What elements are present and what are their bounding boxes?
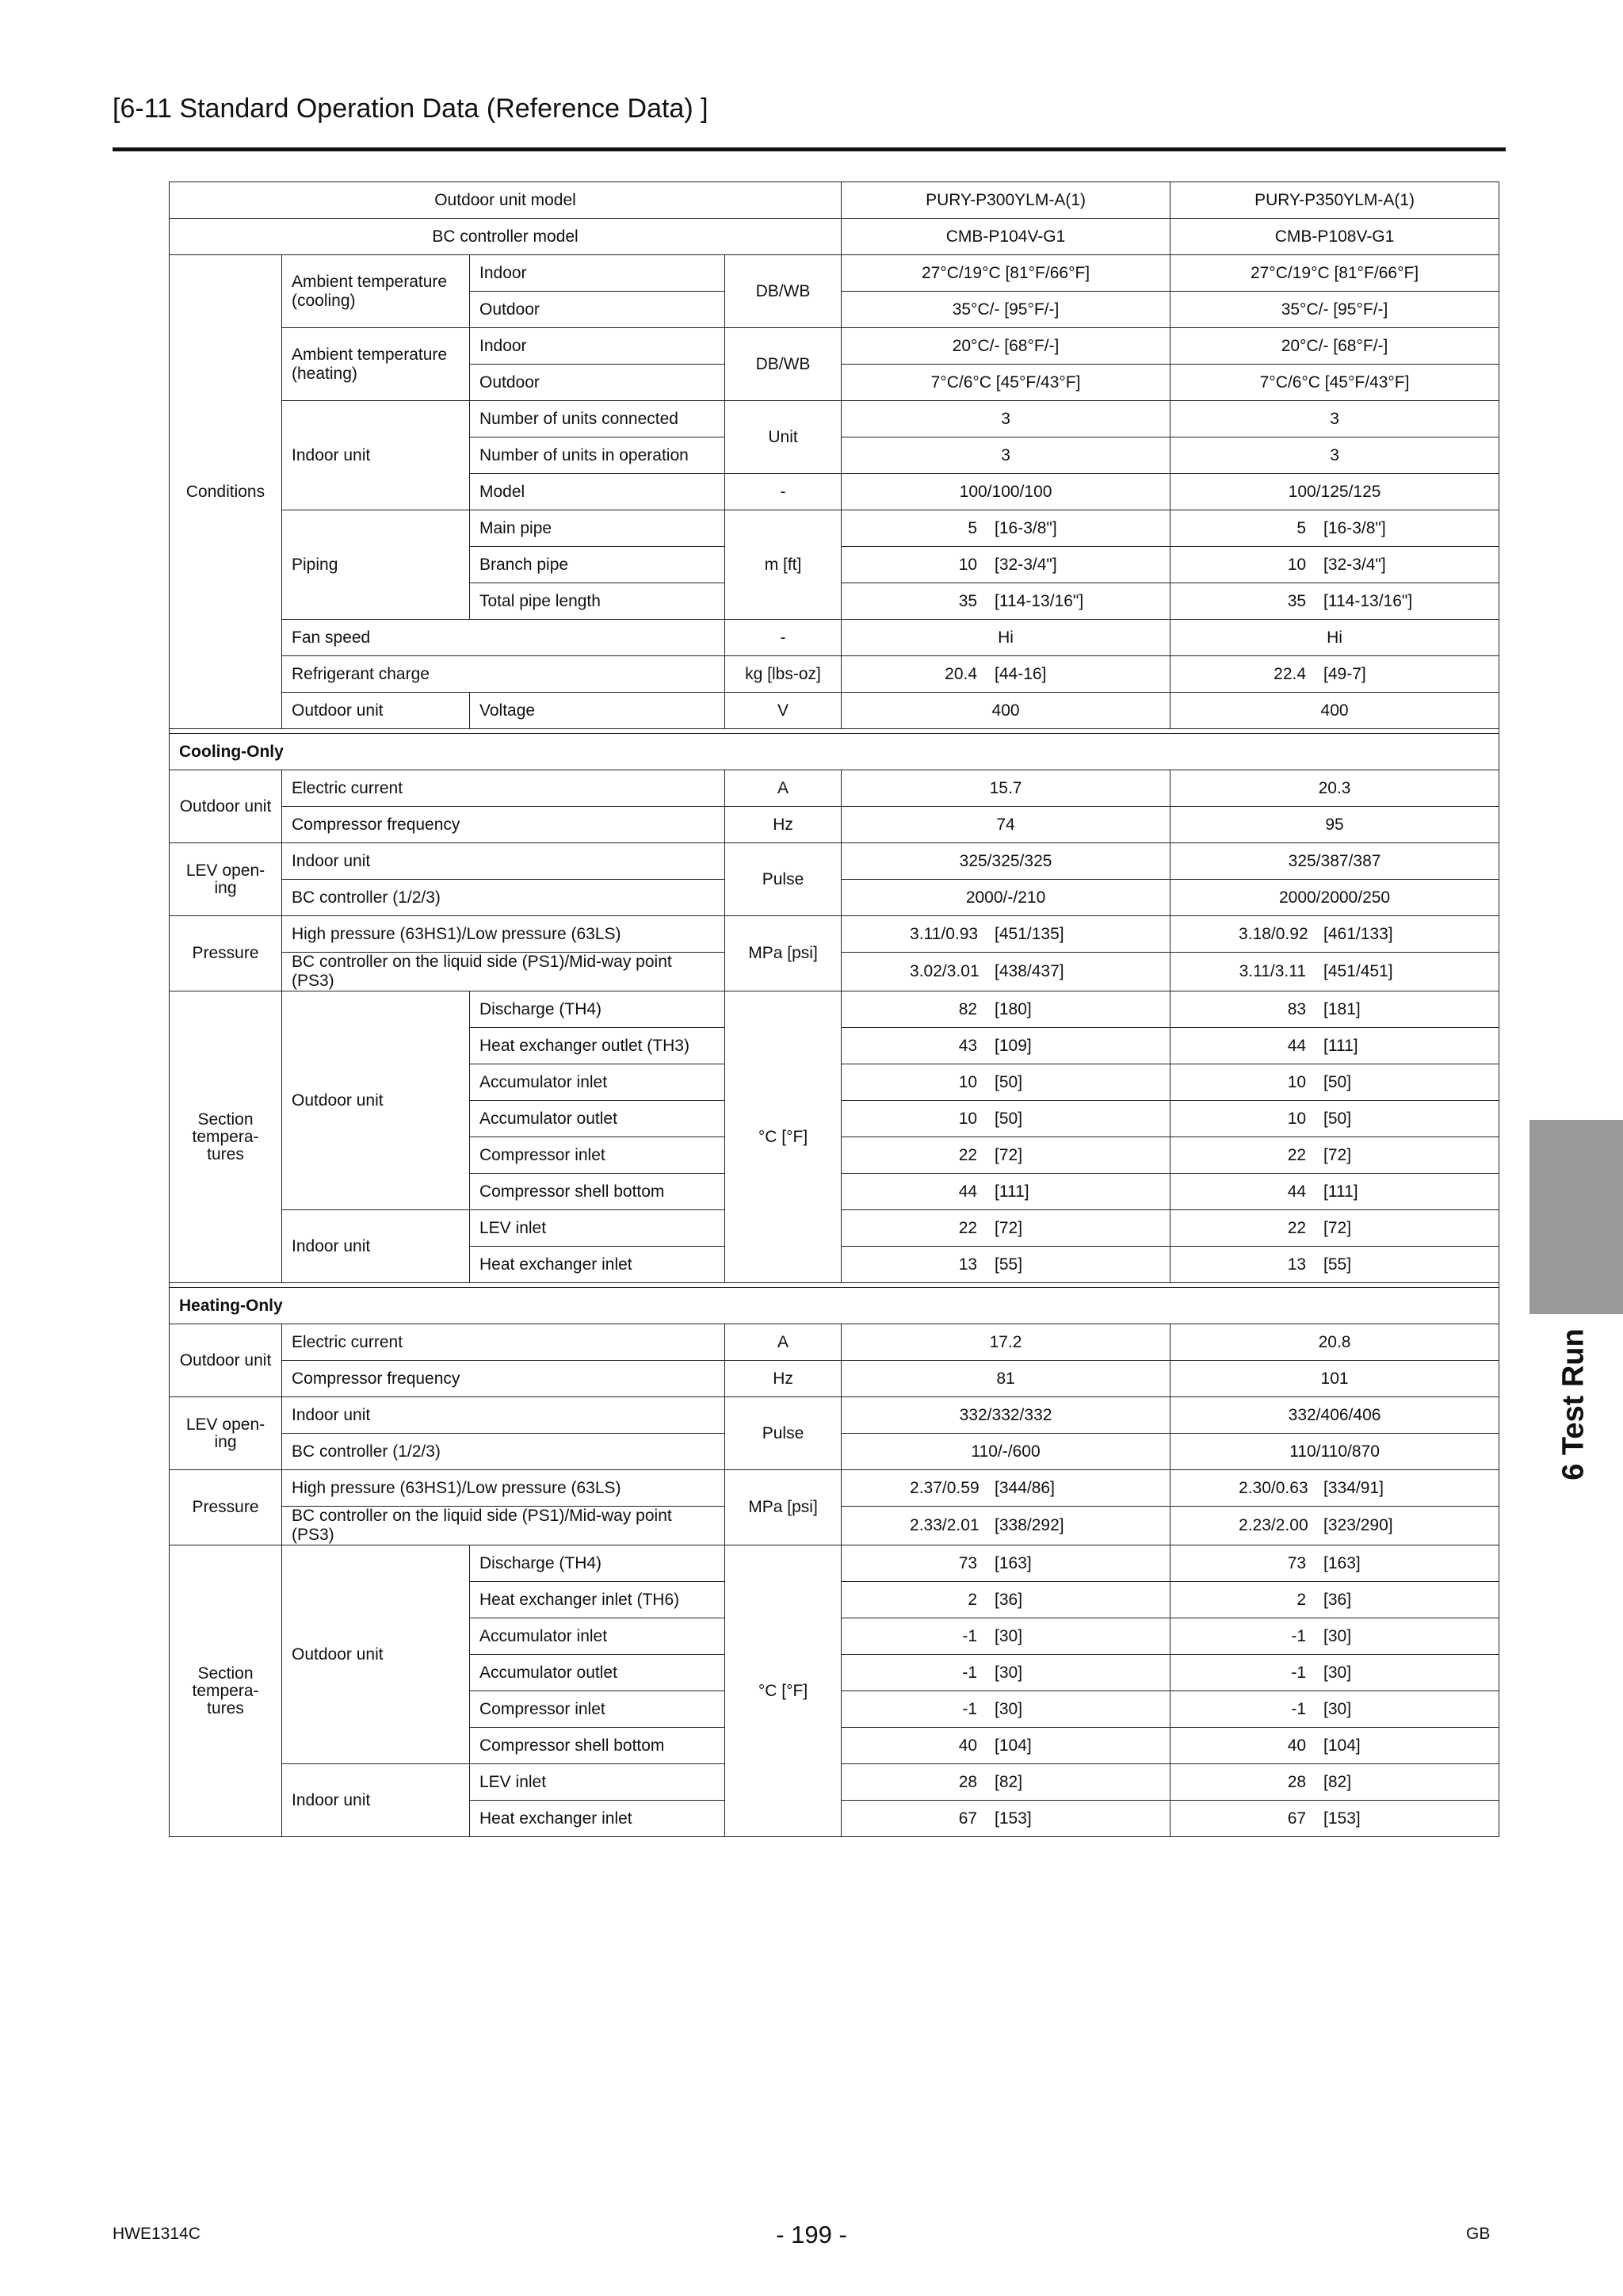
cell-value: 35°C/- [95°F/-]: [1170, 292, 1499, 328]
value-alt: [30]: [1323, 1699, 1352, 1718]
table-row: [170, 693, 1499, 729]
temp-point-label: Heat exchanger inlet: [470, 1801, 725, 1837]
high-low-pressure-label: High pressure (63HS1)/Low pressure (63LS): [282, 916, 725, 953]
indoor-unit-temp-label: Indoor unit: [282, 1210, 470, 1283]
temp-point-label: Compressor inlet: [470, 1691, 725, 1728]
kg-lbs-unit: kg [lbs-oz]: [725, 656, 842, 693]
cell-value: [842, 1101, 1170, 1137]
temp-point-label: Compressor shell bottom: [470, 1728, 725, 1764]
cell-value: [842, 1655, 1170, 1691]
a-unit: A: [725, 1324, 842, 1361]
value-main: 10: [1287, 1109, 1307, 1128]
value-alt: [50]: [995, 1109, 1023, 1128]
cell-value: 15.7: [842, 770, 1170, 807]
table-row: [170, 1470, 1499, 1507]
table-row: [170, 328, 1499, 365]
value-alt: [334/91]: [1323, 1478, 1384, 1497]
value-main: 3.11/0.93: [910, 924, 979, 943]
value-main: 22: [1287, 1218, 1307, 1237]
value-alt: [30]: [995, 1699, 1023, 1718]
hz-unit: Hz: [725, 1361, 842, 1397]
table-row: [170, 255, 1499, 292]
value-alt: [36]: [1323, 1590, 1352, 1609]
cell-value: [842, 1507, 1170, 1545]
value-main: 10: [958, 555, 978, 574]
side-tab-label: [1554, 1328, 1594, 1480]
page-header: [6-11 Standard Operation Data (Reference Data) ]: [113, 94, 708, 124]
indoor-unit-label: Indoor unit: [282, 1397, 725, 1434]
value-main: 3.02/3.01: [910, 962, 980, 980]
cell-value: 101: [1170, 1361, 1499, 1397]
bc-controller-label: BC controller (1/2/3): [282, 1434, 725, 1470]
value-main: 5: [968, 518, 978, 537]
value-main: 28: [1287, 1772, 1307, 1791]
mpa-unit: MPa [psi]: [725, 1470, 842, 1545]
piping-label: Piping: [282, 510, 470, 620]
cell-value: [842, 991, 1170, 1028]
value-main: 2.30/0.63: [1239, 1478, 1308, 1497]
value-alt: [153]: [995, 1809, 1032, 1828]
cell-value: [842, 1210, 1170, 1247]
cell-value: [842, 1028, 1170, 1064]
value-alt: [163]: [1323, 1553, 1361, 1572]
cell-value: [1170, 916, 1499, 953]
cell-value: 2000/2000/250: [1170, 880, 1499, 916]
value-main: 2: [1296, 1590, 1307, 1609]
header-rule: [113, 147, 1506, 151]
cell-value: 81: [842, 1361, 1170, 1397]
indoor-label: Indoor: [470, 328, 725, 365]
value-alt: [104]: [995, 1736, 1032, 1755]
value-alt: [323/290]: [1323, 1516, 1393, 1534]
value-alt: [50]: [995, 1072, 1023, 1091]
table-row: [170, 1324, 1499, 1361]
value-alt: [461/133]: [1323, 924, 1393, 943]
lev-opening-label: LEV open- ing: [170, 843, 282, 916]
footer-region: GB: [1466, 2225, 1491, 2243]
cell-value: [1170, 1618, 1499, 1655]
bc-model-1: CMB-P104V-G1: [842, 219, 1170, 255]
side-tab: [1529, 1120, 1623, 1314]
value-alt: [451/135]: [995, 924, 1064, 943]
value-main: 2.23/2.00: [1239, 1516, 1308, 1534]
cell-value: [842, 583, 1170, 620]
temp-point-label: Compressor inlet: [470, 1137, 725, 1174]
cell-value: [1170, 953, 1499, 991]
value-alt: [30]: [1323, 1663, 1352, 1682]
cell-value: [842, 1764, 1170, 1801]
value-main: 22: [958, 1218, 978, 1237]
cell-value: 2000/-/210: [842, 880, 1170, 916]
cell-value: 27°C/19°C [81°F/66°F]: [1170, 255, 1499, 292]
value-main: 13: [958, 1255, 978, 1274]
value-alt: [50]: [1323, 1109, 1352, 1128]
cell-value: 17.2: [842, 1324, 1170, 1361]
value-main: 10: [958, 1072, 978, 1091]
outdoor-unit-label: Outdoor unit: [170, 1324, 282, 1397]
cell-value: [842, 1545, 1170, 1582]
value-main: 35: [958, 591, 978, 610]
value-main: 67: [1287, 1809, 1307, 1828]
value-alt: [111]: [995, 1182, 1029, 1201]
value-main: 44: [1287, 1182, 1307, 1201]
bc-model-2: CMB-P108V-G1: [1170, 219, 1499, 255]
total-pipe-label: Total pipe length: [470, 583, 725, 620]
cell-value: 400: [1170, 693, 1499, 729]
value-main: 5: [1296, 518, 1307, 537]
lev-opening-label: LEV open- ing: [170, 1397, 282, 1470]
value-alt: [82]: [1323, 1772, 1352, 1791]
value-main: 20.4: [945, 664, 978, 683]
cell-value: [842, 1247, 1170, 1283]
cell-value: 95: [1170, 807, 1499, 843]
cell-value: [1170, 1064, 1499, 1101]
cell-value: [842, 1174, 1170, 1210]
value-alt: [111]: [1323, 1182, 1358, 1201]
outdoor-model-row: [170, 182, 1499, 219]
value-alt: [55]: [995, 1255, 1023, 1274]
table-row: [170, 916, 1499, 953]
cell-value: 20°C/- [68°F/-]: [842, 328, 1170, 365]
cell-value: 7°C/6°C [45°F/43°F]: [1170, 365, 1499, 401]
bc-liquid-side-label: BC controller on the liquid side (PS1)/Mid-way point (PS3): [282, 1507, 725, 1545]
hz-unit: Hz: [725, 807, 842, 843]
value-alt: [109]: [995, 1036, 1032, 1055]
outdoor-model-2: PURY-P350YLM-A(1): [1170, 182, 1499, 219]
value-main: -1: [1291, 1663, 1307, 1682]
cell-value: 332/406/406: [1170, 1397, 1499, 1434]
temp-point-label: Compressor shell bottom: [470, 1174, 725, 1210]
value-main: 35: [1287, 591, 1307, 610]
model-label: Model: [470, 474, 725, 510]
indoor-unit-label: Indoor unit: [282, 843, 725, 880]
table-row: [170, 843, 1499, 880]
cell-value: [1170, 991, 1499, 1028]
cell-value: [842, 1064, 1170, 1101]
temp-point-label: Discharge (TH4): [470, 991, 725, 1028]
outdoor-unit-temp-label: Outdoor unit: [282, 991, 470, 1210]
value-main: 40: [1287, 1736, 1307, 1755]
value-alt: [104]: [1323, 1736, 1361, 1755]
value-main: -1: [1291, 1626, 1307, 1645]
cell-value: 110/-/600: [842, 1434, 1170, 1470]
value-main: 40: [958, 1736, 978, 1755]
table-row: [170, 656, 1499, 693]
cell-value: 20.8: [1170, 1324, 1499, 1361]
heating-title: Heating-Only: [170, 1288, 1499, 1324]
cell-value: [1170, 1655, 1499, 1691]
value-main: 10: [1287, 555, 1307, 574]
value-alt: [153]: [1323, 1809, 1361, 1828]
unit-unit: Unit: [725, 401, 842, 474]
cell-value: [1170, 1210, 1499, 1247]
value-alt: [55]: [1323, 1255, 1352, 1274]
electric-current-label: Electric current: [282, 770, 725, 807]
a-unit: A: [725, 770, 842, 807]
value-main: 22: [1287, 1145, 1307, 1164]
units-operation-label: Number of units in operation: [470, 437, 725, 474]
indoor-unit-temp-label: Indoor unit: [282, 1764, 470, 1837]
value-alt: [82]: [995, 1772, 1023, 1791]
value-main: 73: [958, 1553, 978, 1572]
cell-value: [1170, 1764, 1499, 1801]
temp-point-label: Accumulator inlet: [470, 1064, 725, 1101]
cell-value: [842, 1801, 1170, 1837]
outdoor-unit-temp-label: Outdoor unit: [282, 1545, 470, 1764]
temp-point-label: Accumulator outlet: [470, 1101, 725, 1137]
cooling-body: [170, 770, 1499, 1283]
units-connected-label: Number of units connected: [470, 401, 725, 437]
side-tab-text: 6 Test Run: [1556, 1328, 1591, 1480]
cell-value: [842, 510, 1170, 547]
cell-value: 110/110/870: [1170, 1434, 1499, 1470]
value-main: 67: [958, 1809, 978, 1828]
cell-value: 27°C/19°C [81°F/66°F]: [842, 255, 1170, 292]
cell-value: Hi: [842, 620, 1170, 656]
cell-value: [1170, 1101, 1499, 1137]
amb-cool-label: Ambient temperature (cooling): [282, 255, 470, 328]
value-main: 22: [958, 1145, 978, 1164]
value-alt: [72]: [1323, 1145, 1352, 1164]
high-low-pressure-label: High pressure (63HS1)/Low pressure (63LS): [282, 1470, 725, 1507]
value-alt: [72]: [1323, 1218, 1352, 1237]
value-main: 22.4: [1274, 664, 1307, 683]
footer-page-number: - 199 -: [776, 2221, 847, 2248]
branch-pipe-label: Branch pipe: [470, 547, 725, 583]
cell-value: [842, 1470, 1170, 1507]
cell-value: [842, 547, 1170, 583]
value-main: 83: [1287, 999, 1307, 1018]
value-main: 44: [958, 1182, 978, 1201]
bc-model-label: BC controller model: [170, 219, 842, 255]
cell-value: 74: [842, 807, 1170, 843]
dbwb-unit: DB/WB: [725, 255, 842, 328]
value-alt: [72]: [995, 1218, 1023, 1237]
value-main: 10: [1287, 1072, 1307, 1091]
value-main: 82: [958, 999, 978, 1018]
cell-value: 100/100/100: [842, 474, 1170, 510]
cell-value: 400: [842, 693, 1170, 729]
m-ft-unit: m [ft]: [725, 510, 842, 620]
fan-speed-label: Fan speed: [282, 620, 725, 656]
cell-value: 7°C/6°C [45°F/43°F]: [842, 365, 1170, 401]
cell-value: [842, 1137, 1170, 1174]
pressure-label: Pressure: [170, 916, 282, 991]
value-alt: [344/86]: [995, 1478, 1055, 1497]
comp-freq-label: Compressor frequency: [282, 807, 725, 843]
table-row: [170, 1545, 1499, 1582]
temp-point-label: Discharge (TH4): [470, 1545, 725, 1582]
cell-value: [1170, 656, 1499, 693]
cell-value: 20°C/- [68°F/-]: [1170, 328, 1499, 365]
refrigerant-label: Refrigerant charge: [282, 656, 725, 693]
outdoor-unit-label: Outdoor unit: [282, 693, 470, 729]
value-main: 13: [1287, 1255, 1307, 1274]
bc-model-row: [170, 219, 1499, 255]
cell-value: [1170, 1247, 1499, 1283]
cell-value: Hi: [1170, 620, 1499, 656]
comp-freq-label: Compressor frequency: [282, 1361, 725, 1397]
table-row: [170, 770, 1499, 807]
value-main: 44: [1287, 1036, 1307, 1055]
value-alt: [49-7]: [1323, 664, 1366, 683]
value-main: -1: [962, 1663, 978, 1682]
v-unit: V: [725, 693, 842, 729]
value-alt: [338/292]: [995, 1516, 1064, 1534]
temp-unit: °C [°F]: [725, 1545, 842, 1837]
main-pipe-label: Main pipe: [470, 510, 725, 547]
cell-value: [842, 1618, 1170, 1655]
cell-value: [1170, 1582, 1499, 1618]
cell-value: 3: [1170, 437, 1499, 474]
dash-unit: -: [725, 474, 842, 510]
value-alt: [32-3/4"]: [995, 555, 1057, 574]
cell-value: 20.3: [1170, 770, 1499, 807]
value-main: -1: [962, 1626, 978, 1645]
cell-value: 325/325/325: [842, 843, 1170, 880]
outdoor-unit-label: Outdoor unit: [170, 770, 282, 843]
table-row: [170, 991, 1499, 1028]
heating-body: [170, 1324, 1499, 1837]
temp-point-label: LEV inlet: [470, 1764, 725, 1801]
outdoor-model-1: PURY-P300YLM-A(1): [842, 182, 1170, 219]
dbwb-unit: DB/WB: [725, 328, 842, 401]
outdoor-model-label: Outdoor unit model: [170, 182, 842, 219]
value-main: 28: [958, 1772, 978, 1791]
cell-value: [842, 916, 1170, 953]
value-main: -1: [962, 1699, 978, 1718]
cell-value: [1170, 1728, 1499, 1764]
cell-value: [1170, 1691, 1499, 1728]
value-main: 73: [1287, 1553, 1307, 1572]
value-alt: [72]: [995, 1145, 1023, 1164]
value-alt: [163]: [995, 1553, 1032, 1572]
cell-value: [1170, 583, 1499, 620]
cell-value: [842, 1582, 1170, 1618]
temp-point-label: Heat exchanger inlet (TH6): [470, 1582, 725, 1618]
cell-value: [842, 1728, 1170, 1764]
cell-value: [1170, 1174, 1499, 1210]
indoor-unit-label: Indoor unit: [282, 401, 470, 510]
temp-point-label: LEV inlet: [470, 1210, 725, 1247]
mpa-unit: MPa [psi]: [725, 916, 842, 991]
cell-value: 100/125/125: [1170, 474, 1499, 510]
pressure-label: Pressure: [170, 1470, 282, 1545]
cell-value: [1170, 510, 1499, 547]
value-alt: [30]: [995, 1663, 1023, 1682]
table-row: [170, 1361, 1499, 1397]
operation-data-table: [169, 181, 1499, 1837]
table-row: [170, 620, 1499, 656]
cell-value: 3: [842, 401, 1170, 437]
value-main: 43: [958, 1036, 978, 1055]
value-main: 3.11/3.11: [1239, 962, 1307, 980]
dash-unit: -: [725, 620, 842, 656]
value-main: 2: [968, 1590, 978, 1609]
table-row: [170, 1397, 1499, 1434]
pulse-unit: Pulse: [725, 1397, 842, 1470]
value-alt: [16-3/8"]: [1323, 518, 1386, 537]
value-main: 10: [958, 1109, 978, 1128]
indoor-label: Indoor: [470, 255, 725, 292]
cell-value: 3: [842, 437, 1170, 474]
cell-value: [1170, 1545, 1499, 1582]
value-alt: [114-13/16"]: [1323, 591, 1413, 610]
value-alt: [451/451]: [1323, 962, 1393, 980]
value-alt: [180]: [995, 999, 1032, 1018]
value-alt: [50]: [1323, 1072, 1352, 1091]
table-row: [170, 510, 1499, 547]
cooling-title: Cooling-Only: [170, 734, 1499, 770]
bc-controller-label: BC controller (1/2/3): [282, 880, 725, 916]
cell-value: [842, 1691, 1170, 1728]
electric-current-label: Electric current: [282, 1324, 725, 1361]
section-temperatures-label: Section tempera- tures: [170, 991, 282, 1283]
value-alt: [16-3/8"]: [995, 518, 1057, 537]
value-alt: [44-16]: [995, 664, 1047, 683]
cell-value: 3: [1170, 401, 1499, 437]
temp-point-label: Heat exchanger inlet: [470, 1247, 725, 1283]
outdoor-label: Outdoor: [470, 292, 725, 328]
cell-value: 35°C/- [95°F/-]: [842, 292, 1170, 328]
cell-value: [842, 953, 1170, 991]
value-main: -1: [1291, 1699, 1307, 1718]
heating-section-header: [170, 1288, 1499, 1324]
voltage-label: Voltage: [470, 693, 725, 729]
conditions-label: Conditions: [170, 255, 282, 729]
cell-value: [1170, 1137, 1499, 1174]
value-alt: [111]: [1323, 1036, 1358, 1055]
pulse-unit: Pulse: [725, 843, 842, 916]
footer-doc-code: HWE1314C: [113, 2225, 200, 2243]
value-alt: [438/437]: [995, 962, 1064, 980]
bc-liquid-side-label: BC controller on the liquid side (PS1)/Mid-way point (PS3): [282, 953, 725, 991]
value-main: 3.18/0.92: [1239, 924, 1308, 943]
cell-value: [1170, 1028, 1499, 1064]
value-alt: [32-3/4"]: [1323, 555, 1386, 574]
temp-point-label: Accumulator outlet: [470, 1655, 725, 1691]
cell-value: [1170, 1801, 1499, 1837]
value-alt: [30]: [995, 1626, 1023, 1645]
temp-unit: °C [°F]: [725, 991, 842, 1283]
value-alt: [36]: [995, 1590, 1023, 1609]
amb-heat-label: Ambient temperature (heating): [282, 328, 470, 401]
cooling-section-header: [170, 734, 1499, 770]
cell-value: [1170, 1507, 1499, 1545]
outdoor-label: Outdoor: [470, 365, 725, 401]
section-temperatures-label: Section tempera- tures: [170, 1545, 282, 1837]
temp-point-label: Heat exchanger outlet (TH3): [470, 1028, 725, 1064]
cell-value: [1170, 1470, 1499, 1507]
value-main: 2.37/0.59: [910, 1478, 980, 1497]
table-row: [170, 807, 1499, 843]
value-alt: [181]: [1323, 999, 1361, 1018]
value-alt: [114-13/16"]: [995, 591, 1084, 610]
cell-value: 332/332/332: [842, 1397, 1170, 1434]
cell-value: [842, 656, 1170, 693]
table-row: [170, 401, 1499, 437]
temp-point-label: Accumulator inlet: [470, 1618, 725, 1655]
value-alt: [30]: [1323, 1626, 1352, 1645]
value-main: 2.33/2.01: [910, 1516, 980, 1534]
cell-value: [1170, 547, 1499, 583]
cell-value: 325/387/387: [1170, 843, 1499, 880]
